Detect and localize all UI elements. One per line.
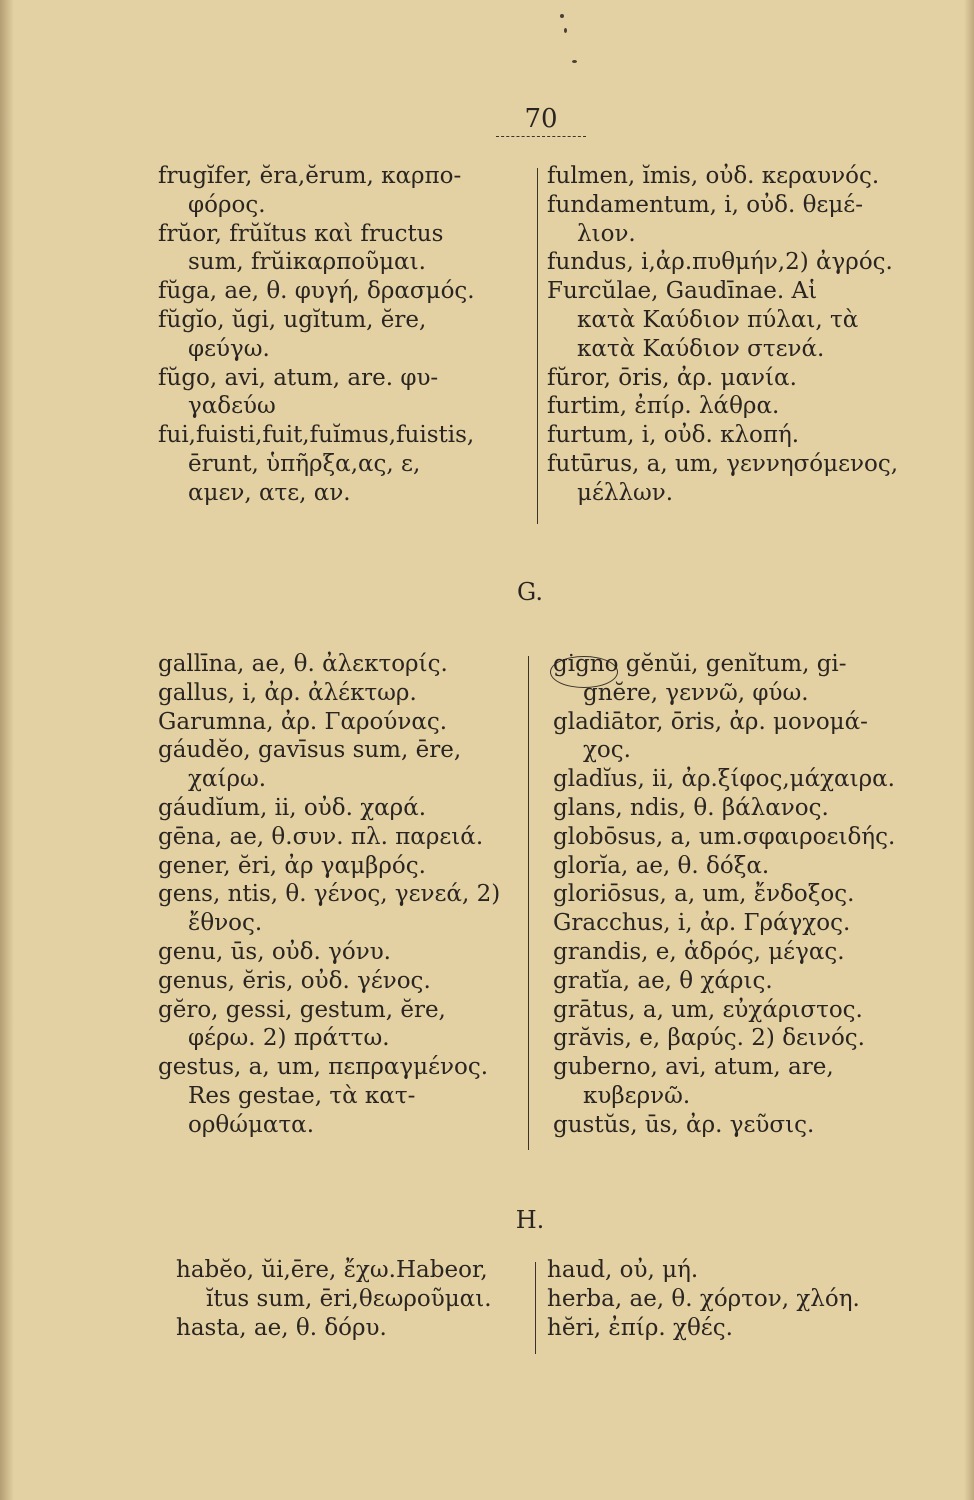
entry-line: κατὰ Καύδιον στενά. (577, 335, 825, 362)
entry-line: sum, frŭiκαρποῦμαι. (188, 249, 426, 276)
entry-line: λιον. (577, 220, 636, 247)
entry-line: haud, οὐ, μή. (547, 1257, 699, 1283)
entry-line: globōsus, a, um.σφαιροειδής. (553, 823, 896, 850)
entry-line: furtum, i, οὐδ. κλοπή. (547, 422, 800, 449)
entry-line: κυβερνῶ. (583, 1082, 691, 1109)
entry-line: genu, ūs, οὐδ. γόνυ. (158, 938, 391, 965)
entry-line: ērunt, ὑπῆρξα,ας, ε, (188, 450, 421, 477)
entry-line: fui,fuisti,fuit,fuĭmus,fuistis, (158, 422, 475, 449)
entry-line: hĕri, ἐπίρ. χθές. (547, 1314, 733, 1341)
entry-line: αμεν, ατε, αν. (188, 479, 351, 506)
column-divider-h (535, 1262, 536, 1354)
section-heading-h: H. (515, 1206, 545, 1234)
entry-line: ἔθνος. (188, 910, 263, 937)
entry-line: herba, ae, θ. χόρτον, χλόη. (547, 1285, 860, 1312)
entry-line: χαίρω. (188, 766, 267, 793)
section-g-right-column (553, 650, 953, 1140)
circled-word: gigno (553, 651, 619, 677)
entry-line: frugĭfer, ĕra,ĕrum, καρπο- (158, 163, 462, 189)
section-g-left-column (158, 650, 528, 1140)
entry-line: gnĕre, γεννῶ, φύω. (583, 679, 809, 706)
entry-line: futūrus, a, um, γεννησόμενος, (547, 450, 899, 477)
entry-line: gēna, ae, θ.συν. πλ. παρειά. (158, 823, 484, 850)
entry-line: ορθώματα. (188, 1111, 315, 1138)
entry-line: ĭtus sum, ēri,θεωροῦμαι. (206, 1285, 492, 1312)
ink-speck (572, 60, 577, 63)
entry-line: grăvis, e, βαρύς. 2) δεινός. (553, 1025, 865, 1052)
entry-line: χος. (583, 737, 631, 764)
entry-line: gens, ntis, θ. γένος, γενεά, 2) (158, 881, 501, 908)
entry-line: φέρω. 2) πράττω. (188, 1025, 390, 1052)
entry-line: guberno, avi, atum, are, (553, 1054, 834, 1081)
entry-line: gener, ĕri, ἀρ γαμβρός. (158, 852, 426, 879)
section-h-right-column (547, 1256, 947, 1342)
page-number: 70 (496, 104, 586, 137)
entry-line: gratĭa, ae, θ χάρις. (553, 967, 773, 994)
page-edge-shadow-right (964, 0, 974, 1500)
entry-line: gáudĭum, ii, οὐδ. χαρά. (158, 794, 427, 821)
entry-line: κατὰ Καύδιον πύλαι, τὰ (577, 306, 859, 333)
entry-line: genus, ĕris, οὐδ. γένος. (158, 967, 431, 994)
entry-line: φεύγω. (188, 335, 270, 362)
section-h-left-column (176, 1256, 531, 1342)
entry-line: frŭor, frŭĭtus καὶ fructus (158, 220, 444, 247)
entry-line: fŭgo, avi, atum, are. φυ- (158, 364, 439, 391)
section-f-right-column (547, 162, 957, 508)
entry-line: gestus, a, um, πεπραγμένος. (158, 1054, 489, 1081)
entry-line: μέλλων. (577, 479, 674, 506)
entry-line: gladiātor, ōris, ἀρ. μονομά- (553, 708, 868, 735)
section-f-left-column (158, 162, 528, 508)
entry-line: fŭgĭo, ŭgi, ugĭtum, ĕre, (158, 306, 427, 333)
column-divider-g (528, 656, 529, 1150)
entry-line: glans, ndis, θ. βάλανος. (553, 794, 829, 821)
entry-line: fundamentum, i, οὐδ. θεμέ- (547, 191, 863, 218)
entry-line: grātus, a, um, εὐχάριστος. (553, 996, 863, 1023)
section-heading-g: G. (517, 578, 543, 606)
entry-line: gustŭs, ūs, ἀρ. γεῦσις. (553, 1111, 815, 1138)
entry-line: habĕo, ŭi,ēre, ἔχω.Habeor, (176, 1257, 488, 1283)
entry-line: gladĭus, ii, ἀρ.ξίφος,μάχαιρα. (553, 766, 895, 793)
entry-line: fŭga, ae, θ. φυγή, δρασμός. (158, 278, 475, 305)
page-edge-shadow-left (0, 0, 14, 1500)
entry-line: glorĭa, ae, θ. δόξα. (553, 852, 770, 879)
entry-line: grandis, e, ἁδρός, μέγας. (553, 938, 845, 965)
entry-line: gĕnŭi, genĭtum, gi- (625, 651, 847, 677)
entry-line: gallīna, ae, θ. ἀλεκτορίς. (158, 651, 448, 677)
entry-line: furtim, ἐπίρ. λάθρα. (547, 393, 780, 420)
entry-line: Gracchus, i, ἀρ. Γράγχος. (553, 910, 851, 937)
ink-speck (560, 14, 564, 18)
entry-line: γαδεύω (188, 393, 276, 420)
entry-line: Garumna, ἀρ. Γαρούνας. (158, 708, 448, 735)
entry-line: fulmen, ĭmis, οὐδ. κεραυνός. (547, 163, 880, 189)
entry-line: fundus, i,ἀρ.πυθμήν,2) ἀγρός. (547, 249, 893, 276)
ink-speck (564, 28, 567, 33)
entry-line: gallus, i, ἀρ. ἀλέκτωρ. (158, 679, 417, 706)
entry-line: fŭror, ōris, ἀρ. μανία. (547, 364, 797, 391)
entry-line: Furcŭlae, Gaudīnae. Αἱ (547, 278, 818, 305)
entry-line: gáudĕo, gavīsus sum, ēre, (158, 737, 462, 764)
entry-line: gloriōsus, a, um, ἔνδοξος. (553, 881, 855, 908)
entry-line: Res gestae, τὰ κατ- (188, 1082, 416, 1109)
entry-line: gĕro, gessi, gestum, ĕre, (158, 996, 446, 1023)
column-divider-f (537, 168, 538, 524)
entry-line: φόρος. (188, 191, 266, 218)
entry-line: hasta, ae, θ. δόρυ. (176, 1314, 387, 1341)
